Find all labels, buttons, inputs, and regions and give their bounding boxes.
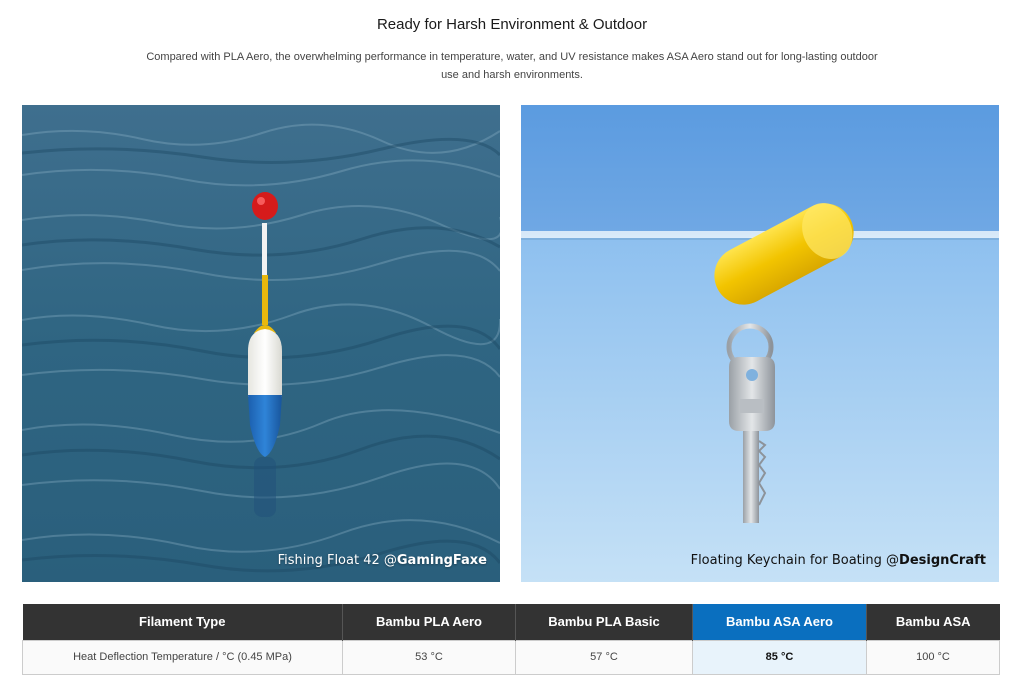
header-asa: Bambu ASA bbox=[867, 604, 1000, 640]
keychain-photo bbox=[521, 105, 999, 582]
cell-asa: 100 °C bbox=[867, 640, 1000, 674]
fishing-float-caption: Fishing Float 42 @GamingFaxe bbox=[277, 553, 487, 568]
keychain-image bbox=[521, 105, 999, 582]
table-header-row bbox=[23, 604, 1000, 640]
fishing-float-photo bbox=[22, 105, 500, 582]
header-filament-type: Filament Type bbox=[23, 604, 343, 640]
table-row bbox=[23, 640, 1000, 674]
cell-pla-aero: 53 °C bbox=[343, 640, 516, 674]
cell-pla-basic: 57 °C bbox=[516, 640, 693, 674]
cell-asa-aero: 85 °C bbox=[693, 640, 867, 674]
keychain-caption: Floating Keychain for Boating @DesignCraft bbox=[690, 553, 986, 568]
row-label-heat-deflection: Heat Deflection Temperature / °C (0.45 MPa) bbox=[23, 640, 343, 674]
header-asa-aero: Bambu ASA Aero bbox=[693, 604, 867, 640]
filament-comparison-table bbox=[22, 604, 1000, 675]
header-pla-aero: Bambu PLA Aero bbox=[343, 604, 516, 640]
section-description: Compared with PLA Aero, the overwhelming performance in temperature, water, and UV resistance makes ASA Aero stand out for long-lasting outdoor use and harsh environments. bbox=[146, 51, 878, 81]
section-title: Ready for Harsh Environment & Outdoor bbox=[376, 16, 648, 33]
fishing-float-image bbox=[22, 105, 500, 582]
header-pla-basic: Bambu PLA Basic bbox=[516, 604, 693, 640]
